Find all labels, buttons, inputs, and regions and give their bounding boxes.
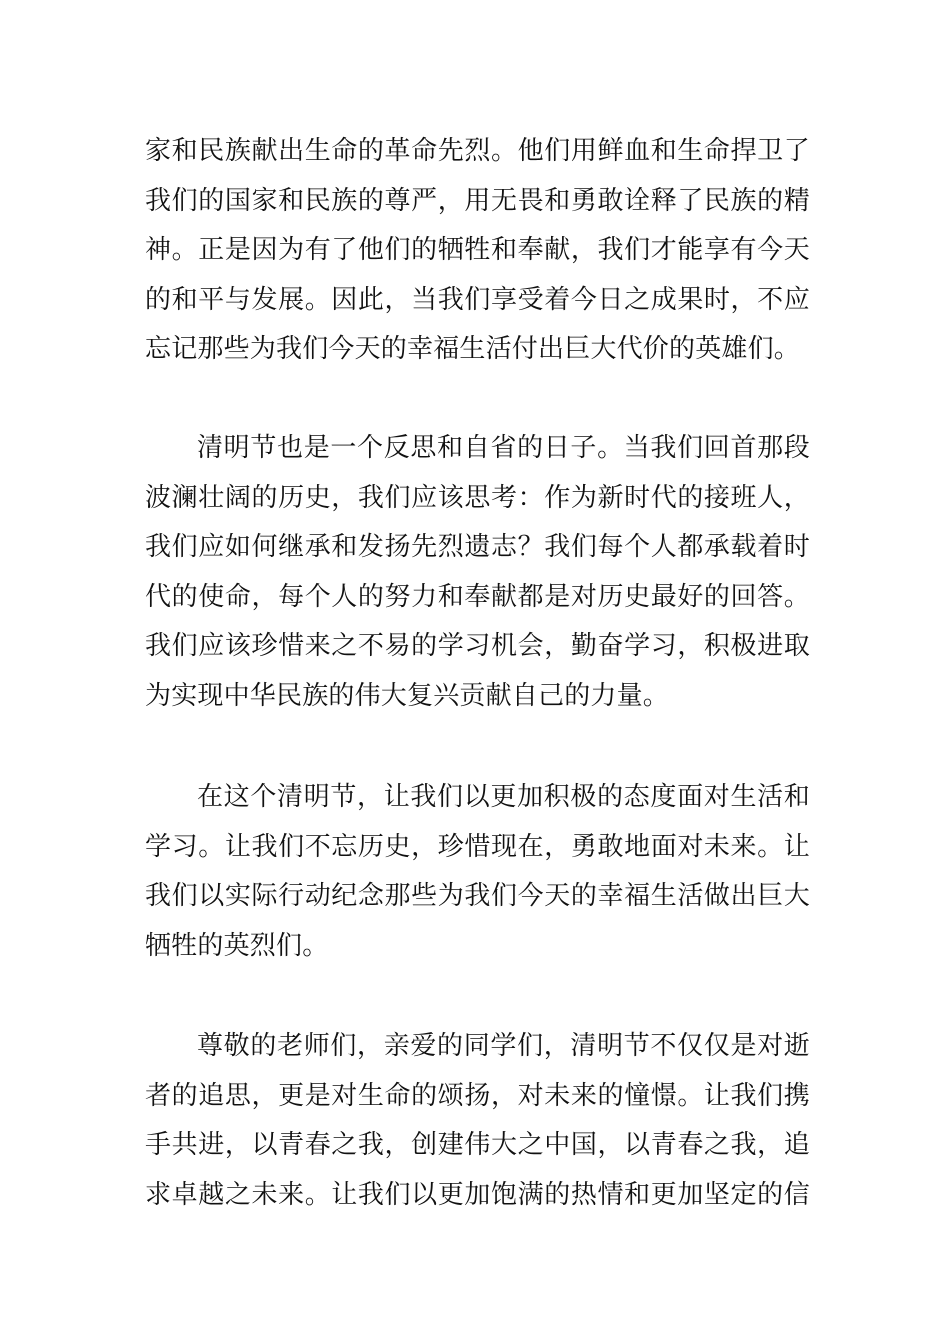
paragraph-3 [145, 773, 810, 971]
paragraph-line: 清明节也是一个反思和自省的日子。当我们回首那段 [197, 433, 810, 463]
paragraph-line: 尊敬的老师们，亲爱的同学们，清明节不仅仅是对逝 [197, 1031, 810, 1061]
paragraph-line: 学习。让我们不忘历史，珍惜现在，勇敢地面对未来。让 [145, 831, 810, 862]
paragraph-line: 牺牲的英烈们。 [145, 930, 329, 961]
paragraph-line: 我们应如何继承和发扬先烈遗志？我们每个人都承载着时 [145, 532, 810, 562]
paragraph-line: 求卓越之未来。让我们以更加饱满的热情和更加坚定的信 [145, 1179, 810, 1210]
paragraph-line: 手共进，以青春之我，创建伟大之中国，以青春之我，追 [145, 1130, 810, 1160]
paragraph-line: 为实现中华民族的伟大复兴贡献自己的力量。 [145, 680, 670, 711]
paragraph-line: 在这个清明节，让我们以更加积极的态度面对生活和 [197, 782, 810, 812]
paragraph-4 [145, 1022, 810, 1220]
paragraph-line: 代的使命，每个人的努力和奉献都是对历史最好的回答。 [145, 581, 810, 612]
paragraph-line: 我们的国家和民族的尊严，用无畏和勇敢诠释了民族的精 [145, 185, 810, 216]
paragraph-line: 我们应该珍惜来之不易的学习机会，勤奋学习，积极进取 [145, 631, 810, 661]
paragraph-1 [145, 127, 810, 375]
paragraph-line: 我们以实际行动纪念那些为我们今天的幸福生活做出巨大 [145, 881, 810, 911]
paragraph-line: 忘记那些为我们今天的幸福生活付出巨大代价的英雄们。 [145, 334, 801, 364]
paragraph-line: 神。正是因为有了他们的牺牲和奉献，我们才能享有今天 [145, 235, 810, 265]
paragraph-2 [145, 424, 810, 721]
paragraph-line: 家和民族献出生命的革命先烈。他们用鲜血和生命捍卫了 [145, 136, 810, 166]
paragraph-line: 波澜壮阔的历史，我们应该思考：作为新时代的接班人， [145, 482, 810, 513]
paragraph-line: 者的追思，更是对生命的颂扬，对未来的憧憬。让我们携 [145, 1080, 810, 1111]
paragraph-line: 的和平与发展。因此，当我们享受着今日之成果时，不应 [145, 284, 810, 315]
